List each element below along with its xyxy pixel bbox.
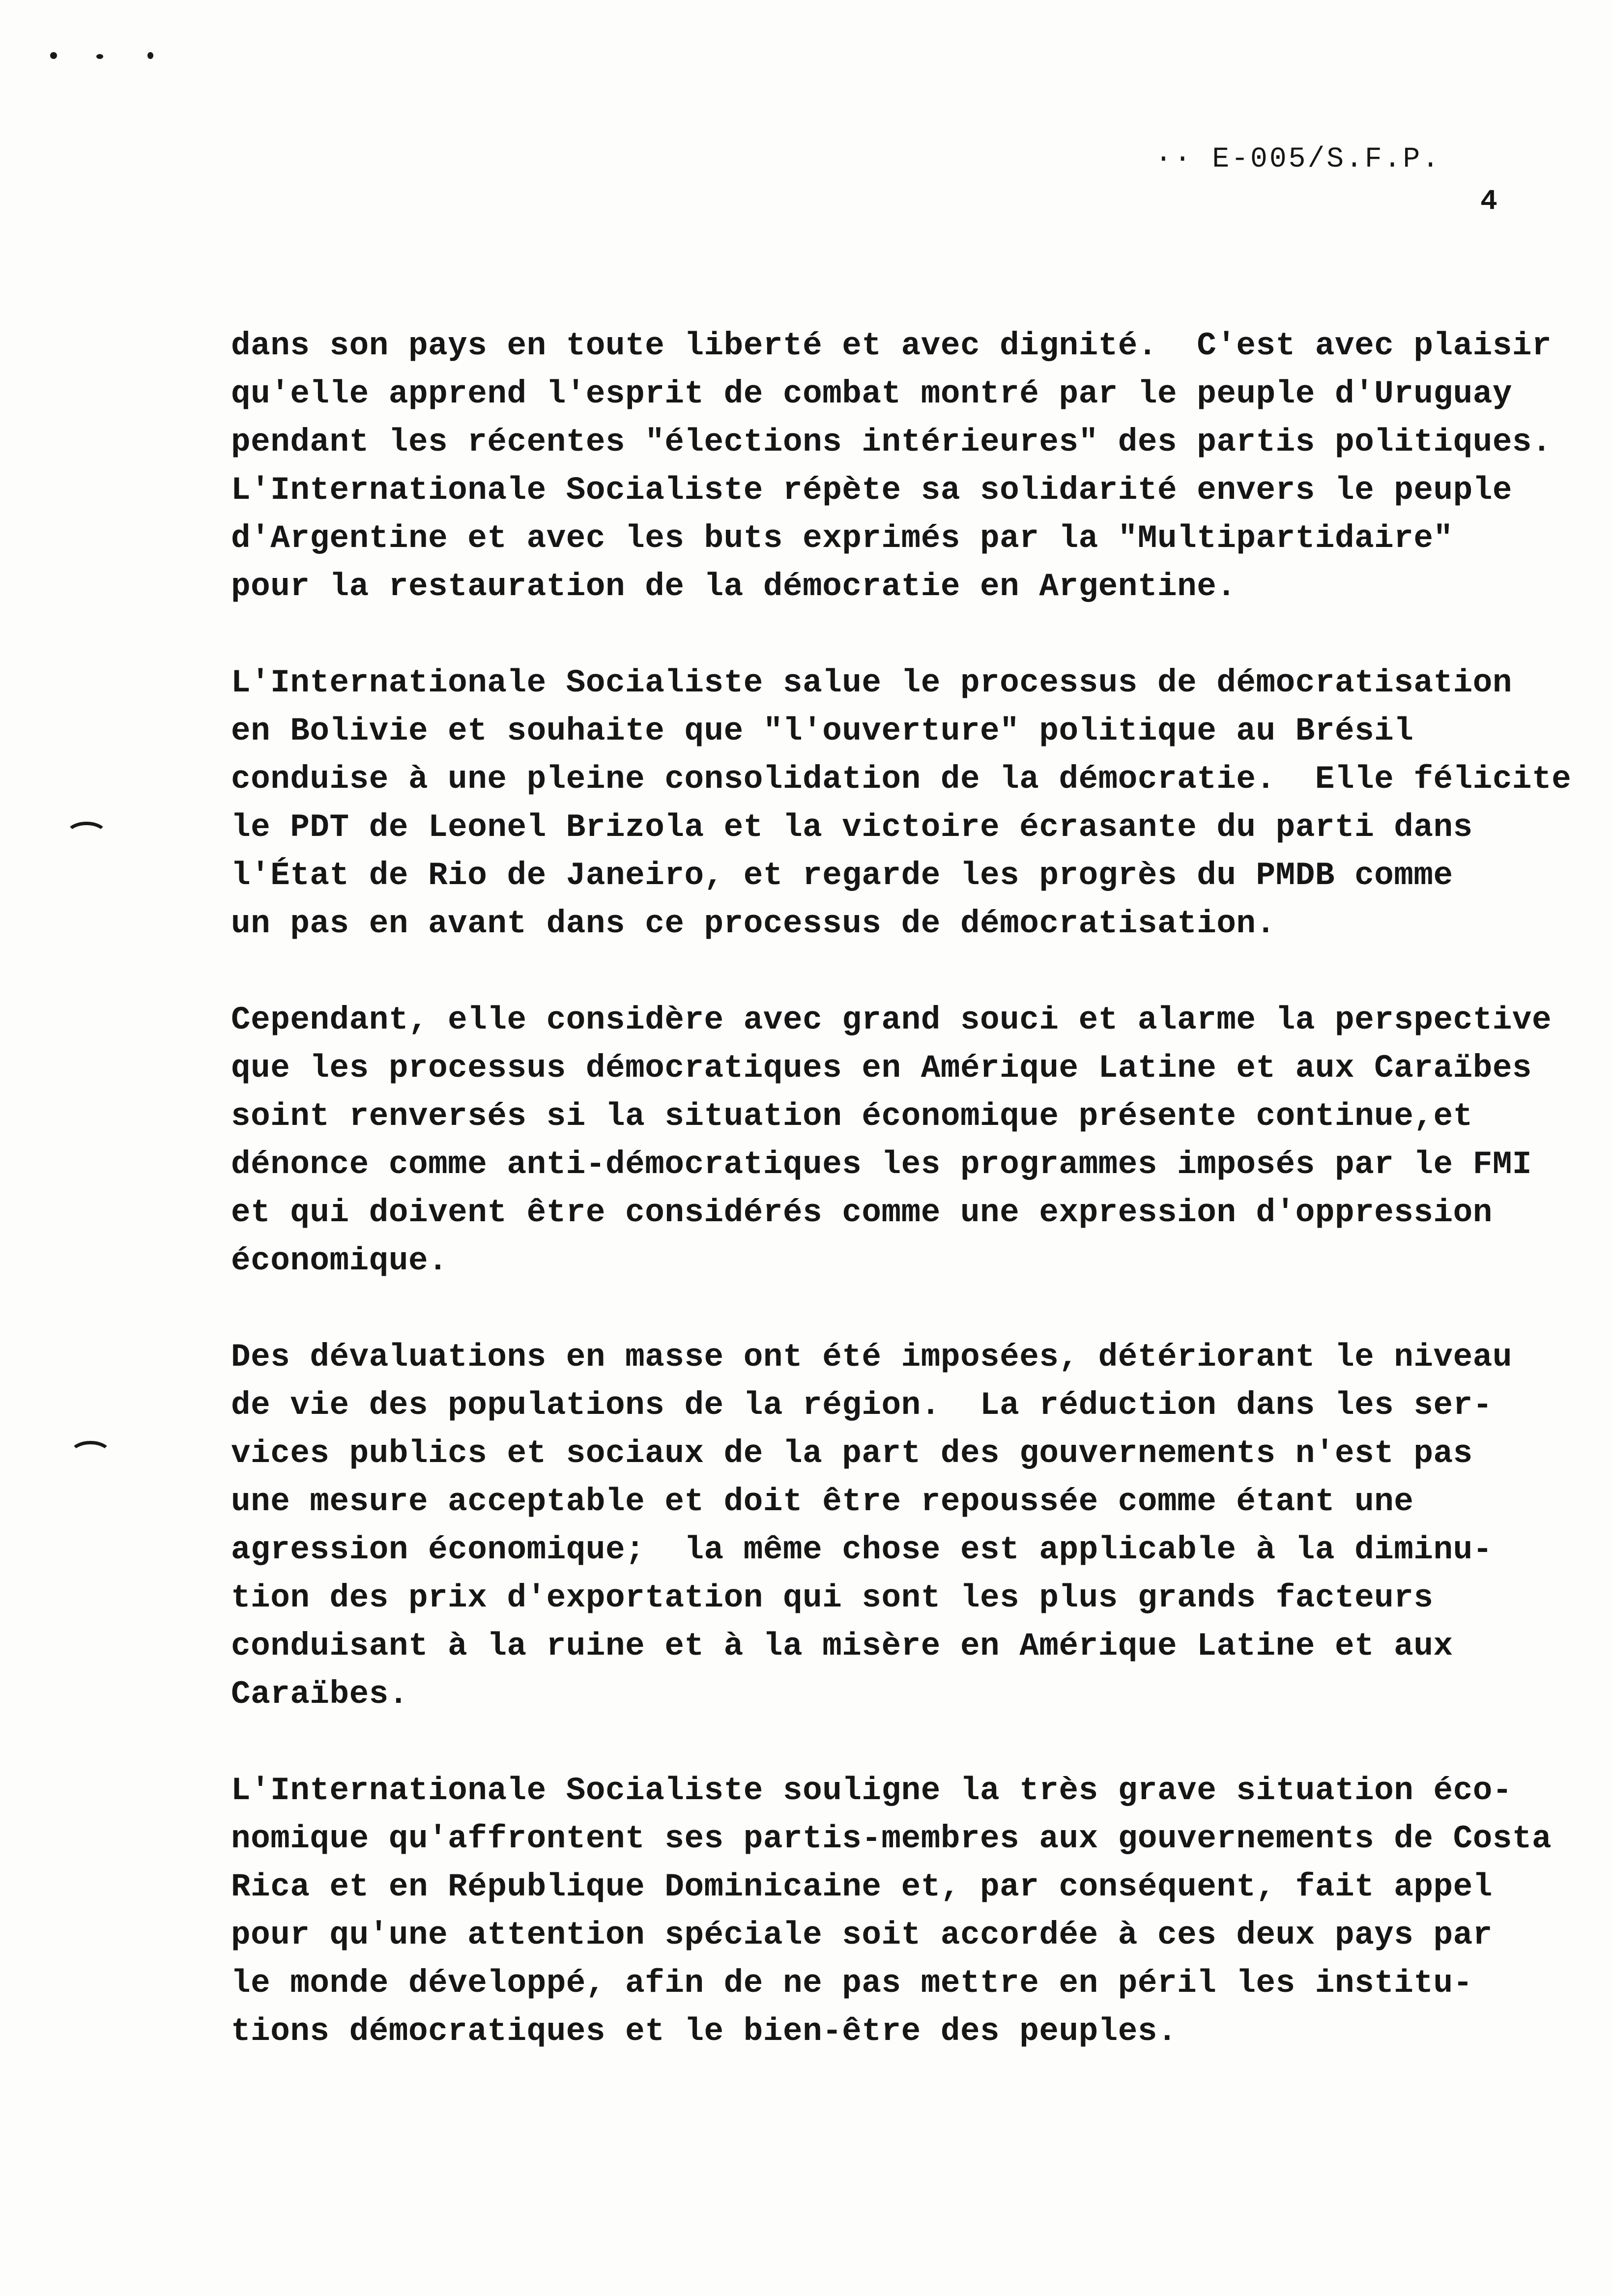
punch-hole-mark bbox=[69, 1441, 112, 1469]
text-line: conduise à une pleine consolidation de la démocratie. Elle félicite bbox=[231, 761, 1572, 798]
document-body bbox=[231, 322, 1587, 2104]
text-line: une mesure acceptable et doit être repoussée comme étant une bbox=[231, 1483, 1414, 1520]
text-line: L'Internationale Socialiste répète sa solidarité envers le peuple bbox=[231, 472, 1512, 509]
scan-speck bbox=[147, 52, 153, 59]
text-line: conduisant à la ruine et à la misère en Amérique Latine et aux bbox=[231, 1628, 1453, 1665]
text-line: pour qu'une attention spéciale soit accordée à ces deux pays par bbox=[231, 1917, 1493, 1953]
paragraph-2 bbox=[231, 659, 1587, 948]
text-line: et qui doivent être considérés comme une expression d'oppression bbox=[231, 1194, 1493, 1231]
scan-speck bbox=[96, 54, 103, 59]
text-line: L'Internationale Socialiste salue le processus de démocratisation bbox=[231, 664, 1512, 701]
paragraph-3 bbox=[231, 996, 1587, 1285]
paragraph-4 bbox=[231, 1333, 1587, 1719]
punch-hole-mark bbox=[65, 822, 108, 850]
text-line: vices publics et sociaux de la part des gouvernements n'est pas bbox=[231, 1435, 1473, 1472]
text-line: le monde développé, afin de ne pas mettre en péril les institu- bbox=[231, 1965, 1473, 2002]
page-number: 4 bbox=[1480, 186, 1497, 218]
text-line: qu'elle apprend l'esprit de combat montré par le peuple d'Uruguay bbox=[231, 375, 1512, 412]
text-line: d'Argentine et avec les buts exprimés par la "Multipartidaire" bbox=[231, 520, 1453, 557]
paragraph-1 bbox=[231, 322, 1587, 611]
text-line: l'État de Rio de Janeiro, et regarde les progrès du PMDB comme bbox=[231, 857, 1453, 894]
text-line: pendant les récentes "élections intérieures" des partis politiques. bbox=[231, 424, 1552, 460]
text-line: que les processus démocratiques en Amérique Latine et aux Caraïbes bbox=[231, 1050, 1532, 1087]
text-line: nomique qu'affrontent ses partis-membres aux gouvernements de Costa bbox=[231, 1820, 1552, 1857]
text-line: économique. bbox=[231, 1242, 448, 1279]
paragraph-5 bbox=[231, 1767, 1587, 2056]
text-line: en Bolivie et souhaite que "l'ouverture" politique au Brésil bbox=[231, 713, 1414, 749]
text-line: agression économique; la même chose est applicable à la diminu- bbox=[231, 1531, 1493, 1568]
text-line: Caraïbes. bbox=[231, 1676, 408, 1713]
scan-speck bbox=[50, 52, 57, 59]
text-line: dans son pays en toute liberté et avec dignité. C'est avec plaisir bbox=[231, 327, 1552, 364]
text-line: un pas en avant dans ce processus de démocratisation. bbox=[231, 905, 1276, 942]
document-reference: ·· E-005/S.F.P. bbox=[1155, 144, 1441, 175]
text-line: tions démocratiques et le bien-être des peuples. bbox=[231, 2013, 1178, 2050]
text-line: de vie des populations de la région. La réduction dans les ser- bbox=[231, 1387, 1493, 1424]
text-line: Rica et en République Dominicaine et, par conséquent, fait appel bbox=[231, 1868, 1493, 1905]
text-line: Des dévaluations en masse ont été imposées, détériorant le niveau bbox=[231, 1339, 1512, 1376]
text-line: L'Internationale Socialiste souligne la très grave situation éco- bbox=[231, 1772, 1512, 1809]
text-line: pour la restauration de la démocratie en Argentine. bbox=[231, 568, 1237, 605]
text-line: le PDT de Leonel Brizola et la victoire écrasante du parti dans bbox=[231, 809, 1473, 846]
text-line: soint renversés si la situation économique présente continue,et bbox=[231, 1098, 1473, 1135]
text-line: tion des prix d'exportation qui sont les plus grands facteurs bbox=[231, 1579, 1434, 1616]
text-line: dénonce comme anti-démocratiques les programmes imposés par le FMI bbox=[231, 1146, 1532, 1183]
text-line: Cependant, elle considère avec grand souci et alarme la perspective bbox=[231, 1002, 1552, 1038]
